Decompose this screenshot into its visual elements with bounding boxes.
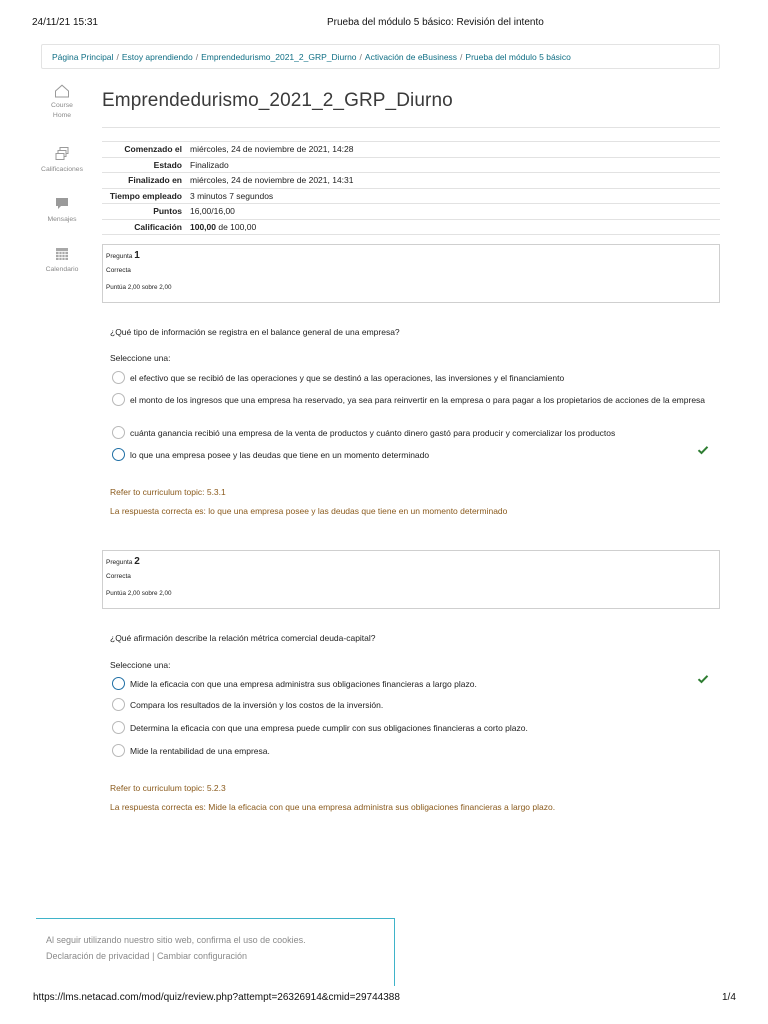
sidebar-label: Mensajes	[47, 216, 77, 223]
correct-answer-text: La respuesta correcta es: Mide la eficacia con que una empresa administra sus obligaciones financieras a largo plazo.	[110, 802, 556, 812]
home-icon	[54, 84, 70, 98]
summary-row-points	[102, 204, 720, 220]
question-grade: Puntúa 2,00 sobre 2,00	[106, 590, 172, 597]
breadcrumb-section[interactable]: Activación de eBusiness	[364, 52, 458, 62]
answer-option-label: Mide la eficacia con que una empresa administra sus obligaciones financieras a largo plazo.	[130, 679, 477, 689]
answer-option[interactable]	[112, 745, 712, 757]
answer-option-selected[interactable]	[112, 678, 712, 690]
sidebar-label: Calificaciones	[41, 166, 83, 173]
radio-button[interactable]	[112, 744, 125, 757]
breadcrumb-quiz[interactable]: Prueba del módulo 5 básico	[465, 52, 571, 62]
chat-icon	[54, 196, 70, 212]
breadcrumb-course[interactable]: Emprendedurismo_2021_2_GRP_Diurno	[201, 52, 357, 62]
cookie-settings-link[interactable]: Cambiar configuración	[156, 951, 247, 961]
curriculum-topic: Refer to curriculum topic: 5.2.3	[110, 783, 226, 793]
summary-label: Comenzado el	[124, 144, 182, 155]
question-number	[106, 556, 716, 567]
summary-value: Finalizado	[190, 159, 229, 170]
summary-value: 16,00/16,00	[190, 206, 235, 217]
radio-button[interactable]	[112, 393, 125, 406]
check-icon	[697, 445, 709, 455]
breadcrumb-separator: /	[116, 52, 119, 62]
answer-option-label: el monto de los ingresos que una empresa ha reservado, ya sea para reinvertir en la empresa o para pagar a los propietarios de acciones de la empresa	[130, 395, 706, 405]
answer-option[interactable]	[112, 699, 712, 711]
summary-label: Tiempo empleado	[109, 190, 182, 201]
question-state: Correcta	[106, 267, 131, 274]
title-divider	[102, 127, 720, 128]
answer-option-label: Mide la rentabilidad de una empresa.	[130, 746, 270, 756]
question-number-value: 1	[134, 250, 140, 261]
print-url: https://lms.netacad.com/mod/quiz/review.php?attempt=26326914&cmid=29744388	[33, 992, 400, 1003]
breadcrumb-learning[interactable]: Estoy aprendiendo	[121, 52, 193, 62]
print-title: Prueba del módulo 5 básico: Revisión del intento	[327, 17, 544, 28]
answer-option-label: cuánta ganancia recibió una empresa de la venta de productos y cuánto dinero gastó para producir y comercializar los productos	[130, 428, 616, 438]
radio-button[interactable]	[112, 426, 125, 439]
print-date: 24/11/21 15:31	[32, 17, 98, 28]
question-text: ¿Qué tipo de información se registra en el balance general de una empresa?	[110, 327, 400, 337]
check-icon	[697, 674, 709, 684]
question-grade: Puntúa 2,00 sobre 2,00	[106, 284, 172, 291]
summary-value: miércoles, 24 de noviembre de 2021, 14:28	[190, 144, 354, 155]
summary-value: 3 minutos 7 segundos	[190, 190, 274, 201]
sidebar-label: Home	[52, 112, 72, 119]
question-state: Correcta	[106, 573, 131, 580]
breadcrumb-separator: /	[195, 52, 199, 62]
answer-option-label: Compara los resultados de la inversión y los costos de la inversión.	[130, 700, 384, 710]
answer-option[interactable]	[112, 722, 712, 734]
summary-label: Calificación	[134, 221, 182, 232]
sidebar-label: Course	[51, 102, 73, 109]
calendar-icon	[54, 246, 70, 262]
question-number-value: 2	[134, 556, 140, 567]
question-prompt: Seleccione una:	[110, 353, 171, 363]
summary-label: Puntos	[153, 206, 182, 217]
summary-row-grade	[102, 219, 720, 235]
answer-option[interactable]	[112, 394, 712, 406]
attempt-summary-table	[102, 141, 720, 235]
radio-button[interactable]	[112, 698, 125, 711]
sidebar-item-grades[interactable]	[36, 146, 88, 175]
grade-total: de 100,00	[216, 221, 257, 232]
cookie-links	[46, 948, 384, 964]
curriculum-topic: Refer to curriculum topic: 5.3.1	[110, 487, 226, 497]
summary-row-state	[102, 157, 720, 173]
breadcrumb-separator: /	[359, 52, 362, 62]
page-title: Emprendedurismo_2021_2_GRP_Diurno	[102, 90, 453, 111]
answer-option[interactable]	[112, 427, 712, 439]
sidebar-item-course-home[interactable]	[36, 84, 88, 121]
question-text: ¿Qué afirmación describe la relación métrica comercial deuda-capital?	[110, 633, 376, 643]
summary-row-started	[102, 142, 720, 158]
summary-label: Finalizado en	[128, 175, 182, 186]
answer-option-label: el efectivo que se recibió de las operaciones y que se destinó a las operaciones, las inversiones y el financiamiento	[130, 373, 565, 383]
cookie-notice	[36, 918, 395, 986]
summary-row-time	[102, 188, 720, 204]
radio-button-selected[interactable]	[112, 677, 125, 690]
question-label: Pregunta	[106, 253, 133, 260]
question-number	[106, 250, 716, 261]
radio-button-selected[interactable]	[112, 448, 125, 461]
question-prompt: Seleccione una:	[110, 660, 171, 670]
correct-answer-text: La respuesta correcta es: lo que una empresa posee y las deudas que tiene en un momento determinado	[110, 506, 508, 516]
summary-value: miércoles, 24 de noviembre de 2021, 14:31	[190, 175, 354, 186]
answer-option-selected[interactable]	[112, 449, 712, 461]
print-page-number: 1/4	[722, 992, 736, 1003]
radio-button[interactable]	[112, 721, 125, 734]
answer-option-label: lo que una empresa posee y las deudas que tiene en un momento determinado	[130, 450, 430, 460]
grade-score: 100,00	[190, 221, 216, 232]
question-info-box	[102, 550, 720, 609]
sidebar-item-calendar[interactable]	[36, 246, 88, 275]
answer-option[interactable]	[112, 372, 712, 384]
sidebar-label: Calendario	[45, 266, 79, 273]
answer-option-label: Determina la eficacia con que una empresa puede cumplir con sus obligaciones financieras a corto plazo.	[130, 723, 528, 733]
radio-button[interactable]	[112, 371, 125, 384]
cookie-message: Al seguir utilizando nuestro sitio web, confirma el uso de cookies.	[46, 935, 306, 945]
sidebar-item-messages[interactable]	[36, 196, 88, 225]
question-info-box	[102, 244, 720, 303]
question-label: Pregunta	[106, 559, 133, 566]
cookie-links-divider: |	[152, 951, 155, 961]
summary-label: Estado	[153, 159, 182, 170]
privacy-link[interactable]: Declaración de privacidad	[46, 951, 150, 961]
summary-row-finished	[102, 173, 720, 189]
grades-icon	[54, 146, 70, 162]
breadcrumb-home[interactable]: Página Principal	[52, 52, 114, 62]
summary-value	[190, 219, 720, 235]
breadcrumb-separator: /	[460, 52, 463, 62]
breadcrumb	[41, 44, 720, 69]
